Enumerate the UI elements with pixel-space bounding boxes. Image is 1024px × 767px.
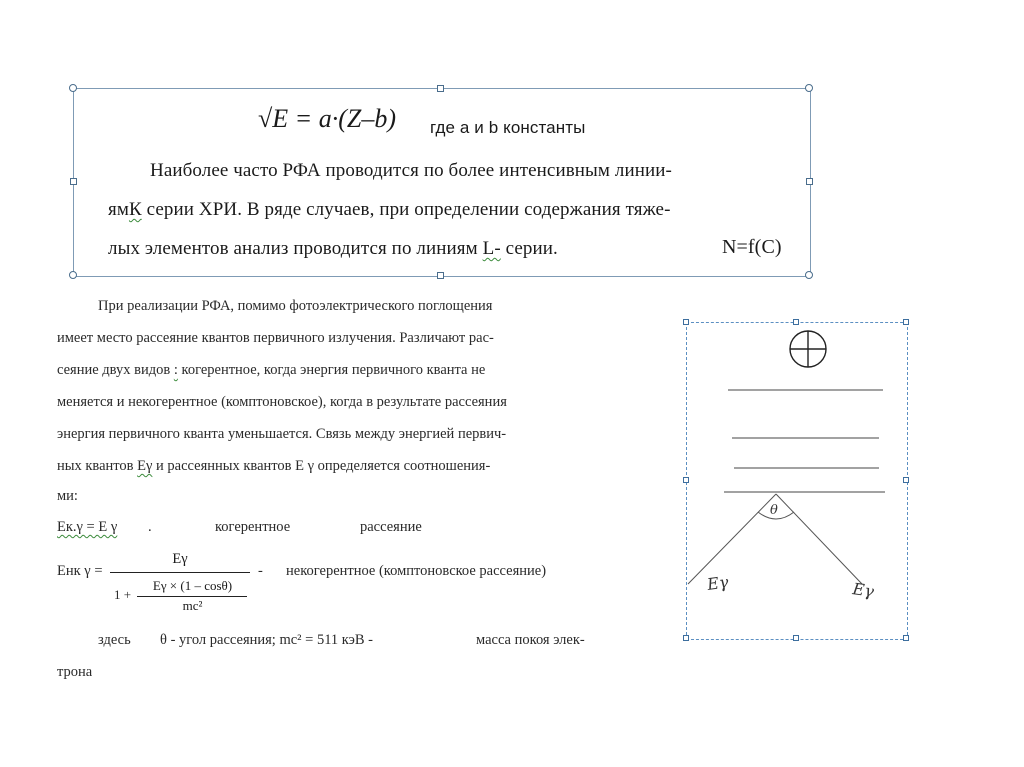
paragraph-line-7: ми: [57,488,78,504]
top-text-line-3: лых элементов анализ проводится по линиям L- серии. [108,238,558,259]
resize-handle[interactable] [805,84,813,92]
fraction-den-denominator: mc² [182,598,203,613]
coherent-label: когерентное [215,519,291,535]
coherent-dot: . [148,519,152,535]
incoherent-label: некогерентное (комптоновское рассеяние) [286,563,547,579]
paragraph-line-5: энергия первичного кванта уменьшается. Связь между энергией первич- [57,426,507,442]
scattering-diagram [686,322,908,640]
fraction-numerator: Eγ [172,551,188,567]
incoherent-dash: - [258,563,263,579]
resize-handle[interactable] [69,84,77,92]
resize-handle[interactable] [437,272,444,279]
paragraph-line-6: ных квантов Eγ и рассеянных квантов E γ определяется соотношения- [57,458,491,474]
resize-handle[interactable] [437,85,444,92]
coherent-word: рассеяние [360,519,422,535]
here-continuation: масса покоя элек- [476,632,585,648]
resize-handle[interactable] [806,178,813,185]
paragraph-line-2: имеет место рассеяние квантов первичного излучения. Различают рас- [57,330,494,346]
formula-note: где a и b константы [430,118,586,137]
paragraph-line-3: сеяние двух видов : когерентное, когда энергия первичного кванта не [57,362,486,378]
here-word: здесь [98,632,131,648]
top-text-line-2: ямК серии ХРИ. В ряде случаев, при определении содержания тяже- [108,199,671,220]
paragraph-line-1: При реализации РФА, помимо фотоэлектрического поглощения [98,298,493,314]
resize-handle[interactable] [805,271,813,279]
incident-label: Eγ [705,572,730,594]
fraction-bar [110,572,250,573]
scattered-label: Eγ [851,579,876,601]
top-text-line-1: Наиболее часто РФА проводится по более интенсивным линии- [150,160,672,181]
incoherent-lhs: Eнк γ = [57,563,103,579]
relation-label: N=f(C) [722,236,782,258]
scattered-beam [776,494,862,584]
angle-label: θ [770,503,778,518]
fraction-den-prefix: 1 + [114,587,132,602]
here-definition: θ - угол рассеяния; mc² = 511 кэВ - [160,632,373,648]
fraction-den-numerator: Eγ × (1 – cosθ) [152,578,233,593]
resize-handle[interactable] [69,271,77,279]
source-symbol-icon [790,331,826,367]
resize-handle[interactable] [70,178,77,185]
here-end: трона [57,664,93,680]
moseley-formula: √E = a·(Z–b) [258,104,396,133]
inner-fraction-bar [137,596,247,597]
paragraph-line-4: меняется и некогерентное (комптоновское), когда в результате рассеяния [57,394,507,410]
incident-beam [688,494,776,584]
coherent-formula: Eк.γ = E γ [57,519,118,535]
